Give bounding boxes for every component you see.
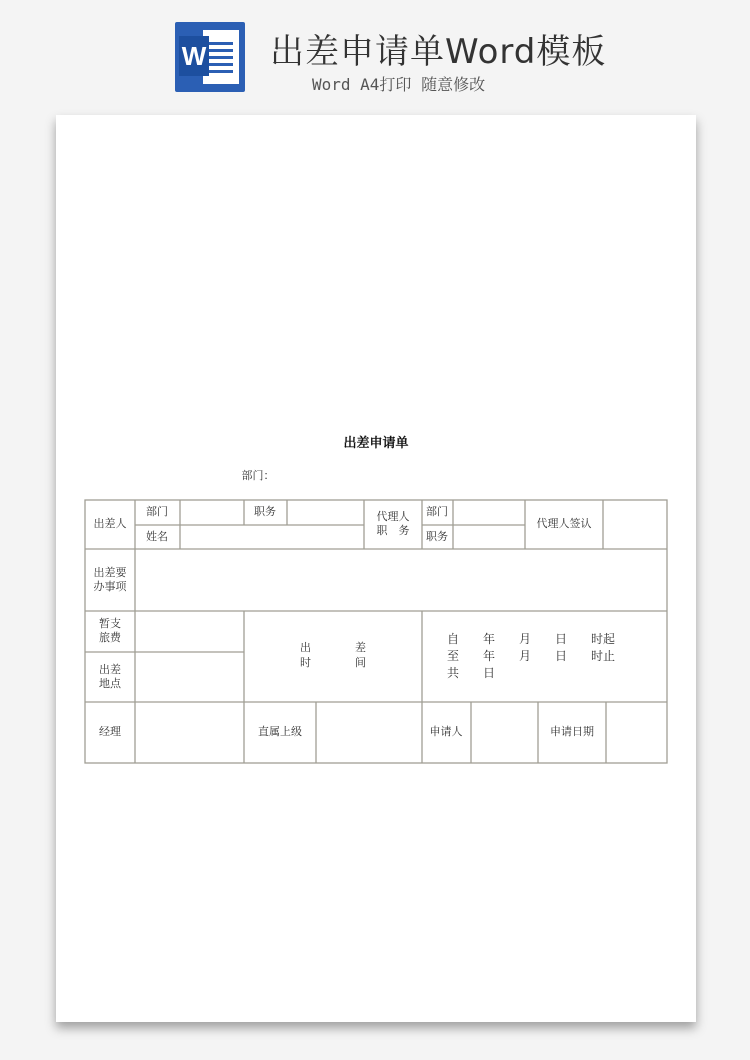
matters-label-2: 办事项 — [93, 580, 127, 593]
dept-cell-label: 部门 — [146, 505, 168, 518]
time-label-1: 出 差 — [300, 641, 366, 654]
advance-label-2: 旅费 — [99, 631, 121, 644]
agent-dept-label: 部门 — [426, 505, 448, 518]
traveler-label: 出差人 — [93, 517, 127, 530]
position-cell-label: 职务 — [254, 505, 276, 518]
total-days-line: 共 日 — [447, 666, 496, 680]
word-letter: W — [179, 36, 209, 76]
agent-sign-label: 代理人签认 — [536, 517, 592, 530]
manager-label: 经理 — [99, 725, 121, 738]
form-title: 出差申请单 — [343, 436, 409, 451]
page-title: 出差申请单Word模板 — [270, 32, 607, 72]
applicant-label: 申请人 — [429, 725, 463, 738]
apply-date-label: 申请日期 — [550, 725, 594, 738]
page-subtitle: Word A4打印 随意修改 — [312, 75, 486, 94]
from-date-line: 自 年 月 日 时起 — [447, 632, 616, 646]
time-label-2: 时 间 — [300, 656, 366, 669]
name-cell-label: 姓名 — [146, 530, 168, 543]
supervisor-label: 直属上级 — [258, 725, 302, 738]
place-label-2: 地点 — [99, 677, 121, 690]
to-date-line: 至 年 月 日 时止 — [447, 649, 616, 663]
dept-label: 部门： — [241, 469, 275, 482]
place-label-1: 出差 — [99, 663, 121, 676]
agent-label-2: 职 务 — [376, 524, 410, 537]
agent-position-label: 职务 — [426, 530, 448, 543]
agent-label-1: 代理人 — [376, 510, 410, 523]
advance-label-1: 暂支 — [99, 617, 121, 630]
matters-label-1: 出差要 — [93, 566, 127, 579]
